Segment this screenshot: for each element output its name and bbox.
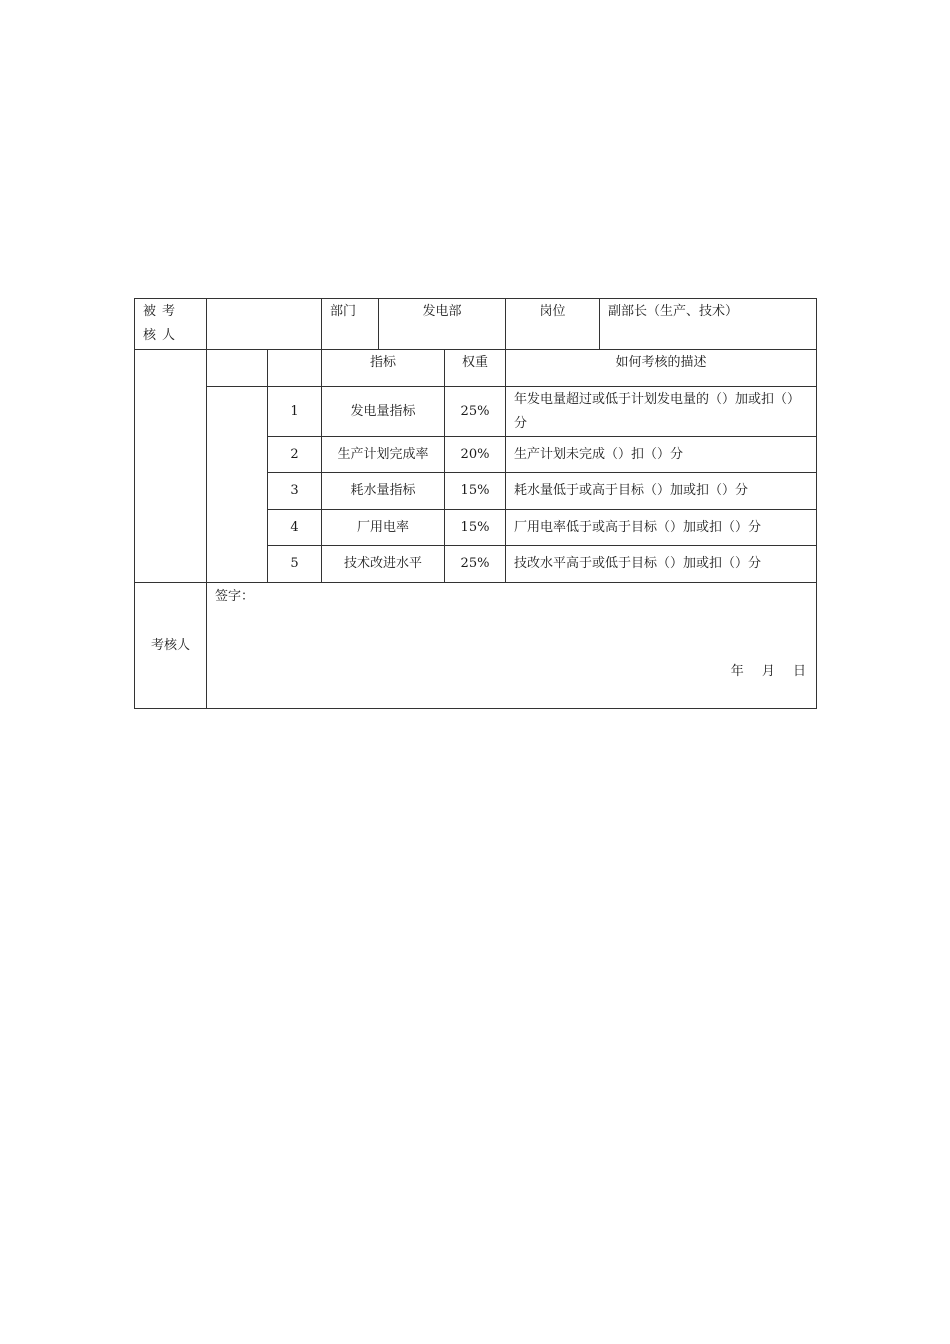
indicator-name: 耗水量指标	[322, 473, 445, 510]
indicator-description: 技改水平高于或低于目标（）加或扣（）分	[506, 546, 817, 583]
category-blank-cell	[207, 387, 268, 583]
indicator-description: 生产计划未完成（）扣（）分	[506, 437, 817, 473]
indicator-name: 生产计划完成率	[322, 437, 445, 473]
blank-header-cell-a	[207, 350, 268, 387]
indicator-weight: 15%	[445, 473, 506, 510]
assessment-form-table	[134, 298, 817, 709]
blank-header-cell-b	[268, 350, 322, 387]
description-column-header: 如何考核的描述	[506, 350, 817, 387]
column-header-row	[135, 350, 817, 387]
indicator-weight: 25%	[445, 387, 506, 437]
indicator-description: 年发电量超过或低于计划发电量的（）加或扣（）分	[506, 387, 817, 437]
indicator-weight: 15%	[445, 510, 506, 546]
indicator-description: 厂用电率低于或高于目标（）加或扣（）分	[506, 510, 817, 546]
row-number: 1	[268, 387, 322, 437]
date-line: 年 月 日	[730, 664, 807, 679]
indicator-weight: 25%	[445, 546, 506, 583]
row-number: 5	[268, 546, 322, 583]
position-label: 岗位	[506, 299, 600, 350]
row-number: 4	[268, 510, 322, 546]
row-number: 2	[268, 437, 322, 473]
row-number: 3	[268, 473, 322, 510]
signature-label: 签字：	[215, 589, 255, 604]
indicator-description: 耗水量低于或高于目标（）加或扣（）分	[506, 473, 817, 510]
examiner-row	[135, 583, 817, 709]
table-row	[135, 387, 817, 437]
indicator-name: 发电量指标	[322, 387, 445, 437]
weight-column-header: 权重	[445, 350, 506, 387]
examiner-label: 考核人	[135, 583, 207, 709]
indicator-name: 厂用电率	[322, 510, 445, 546]
signature-cell[interactable]	[207, 583, 817, 709]
indicator-column-header: 指标	[322, 350, 445, 387]
department-value: 发电部	[379, 299, 506, 350]
department-label: 部门	[322, 299, 379, 350]
left-blank-cell	[135, 350, 207, 583]
header-row	[135, 299, 817, 350]
examinee-label: 被考核人	[135, 299, 207, 350]
indicator-weight: 20%	[445, 437, 506, 473]
position-value: 副部长（生产、技术）	[600, 299, 817, 350]
examinee-value-cell[interactable]	[207, 299, 322, 350]
indicator-name: 技术改进水平	[322, 546, 445, 583]
